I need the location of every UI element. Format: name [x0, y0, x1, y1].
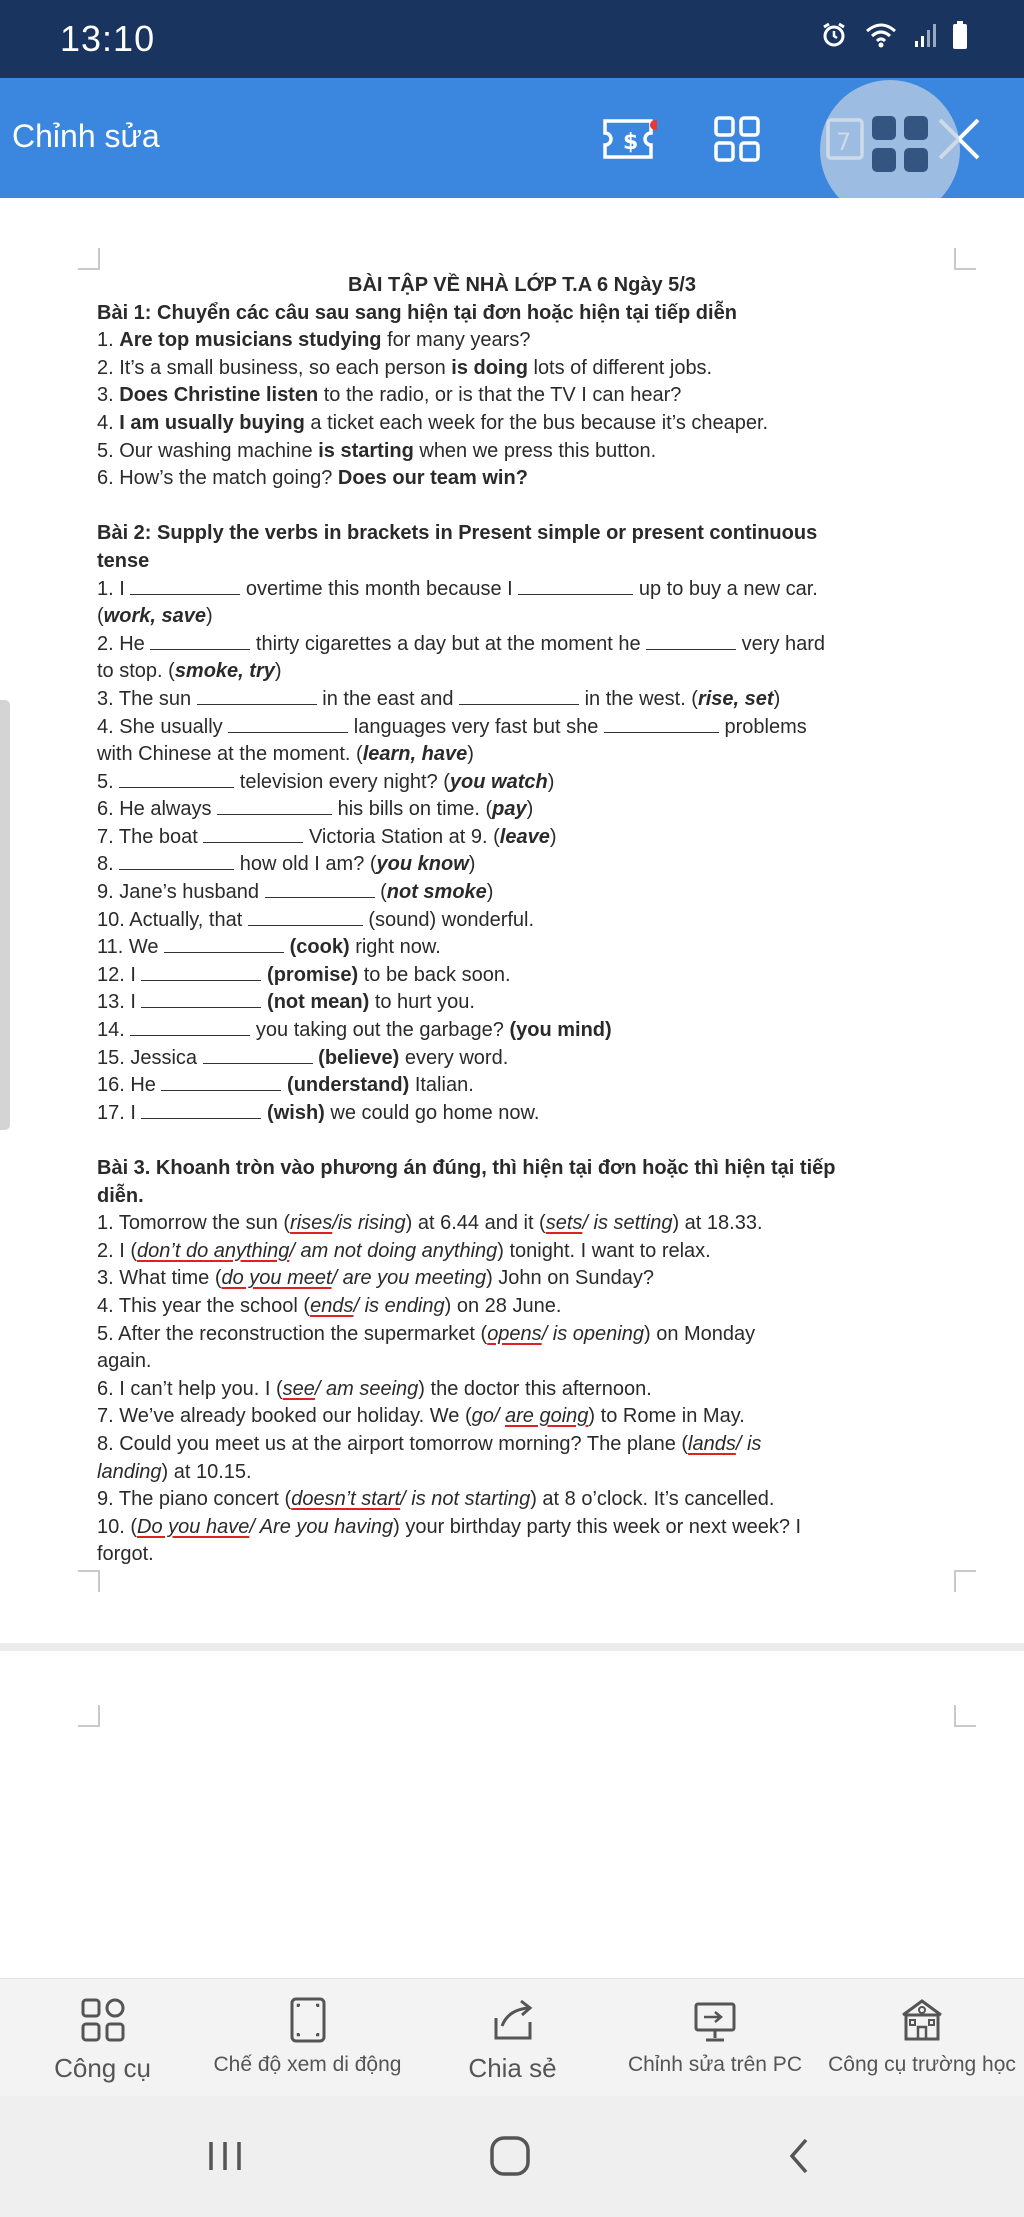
- mobile-view-label: Chế độ xem di động: [213, 2053, 402, 2076]
- back-icon: [780, 2134, 820, 2178]
- ex1-item: 1. Are top musicians studying for many years?: [97, 329, 531, 352]
- back-button[interactable]: [770, 2128, 830, 2184]
- mobile-view-button[interactable]: [200, 1995, 415, 2077]
- monitor-icon: [689, 1995, 741, 2045]
- bottom-toolbar: [0, 1978, 1024, 2096]
- ex2-line: 17. I (wish) we could go home now.: [97, 1101, 540, 1124]
- ex2-line: 6. He always his bills on time. (pay): [97, 798, 534, 821]
- ex3-line: landing) at 10.15.: [97, 1460, 252, 1483]
- page-divider: [0, 1643, 1024, 1651]
- ex2-line: 7. The boat Victoria Station at 9. (leave): [97, 825, 557, 848]
- tools-icon: [77, 1995, 129, 2045]
- ex3-line: 9. The piano concert (doesn’t start/ is not starting) at 8 o’clock. It’s cancelled.: [97, 1488, 775, 1511]
- ex2-line: 8. how old I am? (you know): [97, 853, 476, 876]
- ex2-line: 15. Jessica (believe) every word.: [97, 1046, 509, 1069]
- wifi-icon: [864, 21, 898, 54]
- page-corner-mark: [954, 1570, 976, 1592]
- mobile-view-icon: [282, 1995, 334, 2045]
- ex2-line: 9. Jane’s husband (not smoke): [97, 881, 494, 904]
- ex3-line: 4. This year the school (ends/ is ending) on 28 June.: [97, 1294, 562, 1317]
- ex1-item: 5. Our washing machine is starting when we press this button.: [97, 439, 657, 462]
- ex3-line: 8. Could you meet us at the airport tomorrow morning? The plane (lands/ is: [97, 1432, 762, 1455]
- page-corner-mark: [78, 248, 100, 270]
- ex3-line: 3. What time (do you meet/ are you meeting) John on Sunday?: [97, 1267, 654, 1290]
- ex2-line: 10. Actually, that (sound) wonderful.: [97, 908, 535, 931]
- status-bar: [0, 0, 1024, 78]
- page-corner-mark: [954, 1705, 976, 1727]
- ex2-line: 13. I (not mean) to hurt you.: [97, 991, 475, 1014]
- school-tools-button[interactable]: [822, 1995, 1022, 2077]
- ex3-line: 1. Tomorrow the sun (rises/is rising) at 6.44 and it (sets/ is setting) at 18.33.: [97, 1212, 763, 1235]
- ex3-heading: Bài 3. Khoanh tròn vào phương án đúng, thì hiện tại đơn hoặc thì hiện tại tiếp: [97, 1157, 836, 1179]
- ex2-line: 12. I (promise) to be back soon.: [97, 963, 511, 986]
- page-corner-mark: [78, 1570, 100, 1592]
- ex2-line: 16. He (understand) Italian.: [97, 1074, 474, 1097]
- ticket-icon[interactable]: [600, 110, 658, 168]
- home-icon: [486, 2132, 534, 2180]
- ex3-line: 6. I can’t help you. I (see/ am seeing) the doctor this afternoon.: [97, 1377, 652, 1400]
- edit-on-pc-label: Chỉnh sửa trên PC: [628, 2053, 802, 2076]
- page-corner-mark: [78, 1705, 100, 1727]
- ex2-line: (work, save): [97, 605, 213, 628]
- ex3-line: again.: [97, 1350, 152, 1373]
- svg-text:$: $: [623, 130, 639, 155]
- recent-apps-button[interactable]: [195, 2128, 255, 2184]
- share-icon: [487, 1995, 539, 2045]
- document-title: BÀI TẬP VỀ NHÀ LỚP T.A 6 Ngày 5/3: [348, 274, 696, 296]
- ex3-line: 2. I (don’t do anything/ am not doing anything) tonight. I want to relax.: [97, 1239, 711, 1262]
- ex3-line: forgot.: [97, 1543, 154, 1566]
- tools-button[interactable]: [40, 1995, 165, 2084]
- status-icons: [820, 20, 968, 55]
- ex1-heading: Bài 1: Chuyển các câu sau sang hiện tại đơn hoặc hiện tại tiếp diễn: [97, 301, 737, 324]
- ex2-line: 11. We (cook) right now.: [97, 936, 441, 959]
- school-icon: [896, 1995, 948, 2045]
- ex1-item: 3. Does Christine listen to the radio, or is that the TV I can hear?: [97, 384, 682, 407]
- ex1-item: 4. I am usually buying a ticket each week for the bus because it’s cheaper.: [97, 411, 769, 434]
- ex1-item: 2. It’s a small business, so each person is doing lots of different jobs.: [97, 356, 713, 379]
- ex3-line: 5. After the reconstruction the supermarket (opens/ is opening) on Monday: [97, 1322, 756, 1345]
- signal-icon: [914, 21, 936, 54]
- share-button[interactable]: [450, 1995, 575, 2084]
- scroll-handle[interactable]: [0, 700, 10, 1130]
- grid-icon[interactable]: [708, 110, 766, 168]
- status-time: 13:10: [60, 18, 156, 59]
- edit-on-pc-button[interactable]: [615, 1995, 815, 2077]
- system-nav-bar: [0, 2096, 1024, 2217]
- ex2-line: 1. I overtime this month because I up to buy a new car.: [97, 577, 818, 600]
- ex2-line: 4. She usually languages very fast but she problems: [97, 715, 807, 738]
- ex2-line: 14. you taking out the garbage? (you mind): [97, 1019, 612, 1042]
- ex2-line: to stop. (smoke, try): [97, 660, 282, 683]
- ex3-heading-cont: diễn.: [97, 1184, 144, 1207]
- ex2-line: 5. television every night? (you watch): [97, 770, 555, 793]
- share-label: Chia sẻ: [468, 2053, 557, 2083]
- document-content: [97, 272, 947, 1569]
- recent-apps-icon: [203, 2136, 247, 2176]
- ex2-line: with Chinese at the moment. (learn, have): [97, 743, 474, 766]
- ex2-heading-cont: tense: [97, 549, 150, 572]
- ex3-line: 7. We’ve already booked our holiday. We (go/ are going) to Rome in May.: [97, 1405, 745, 1428]
- battery-icon: [952, 20, 968, 55]
- ex2-line: 2. He thirty cigarettes a day but at the moment he very hard: [97, 632, 826, 655]
- tools-label: Công cụ: [54, 2053, 151, 2083]
- ex2-heading: Bài 2: Supply the verbs in brackets in Present simple or present continuous: [97, 522, 818, 545]
- ex2-line: 3. The sun in the east and in the west. (rise, set): [97, 687, 781, 710]
- page-title: Chỉnh sửa: [12, 118, 160, 154]
- school-tools-label: Công cụ trường học: [828, 2053, 1016, 2076]
- page-corner-mark: [954, 248, 976, 270]
- alarm-icon: [820, 21, 848, 54]
- ex3-line: 10. (Do you have/ Are you having) your birthday party this week or next week? I: [97, 1515, 802, 1538]
- ex1-item: 6. How’s the match going? Does our team win?: [97, 467, 528, 490]
- home-button[interactable]: [480, 2128, 540, 2184]
